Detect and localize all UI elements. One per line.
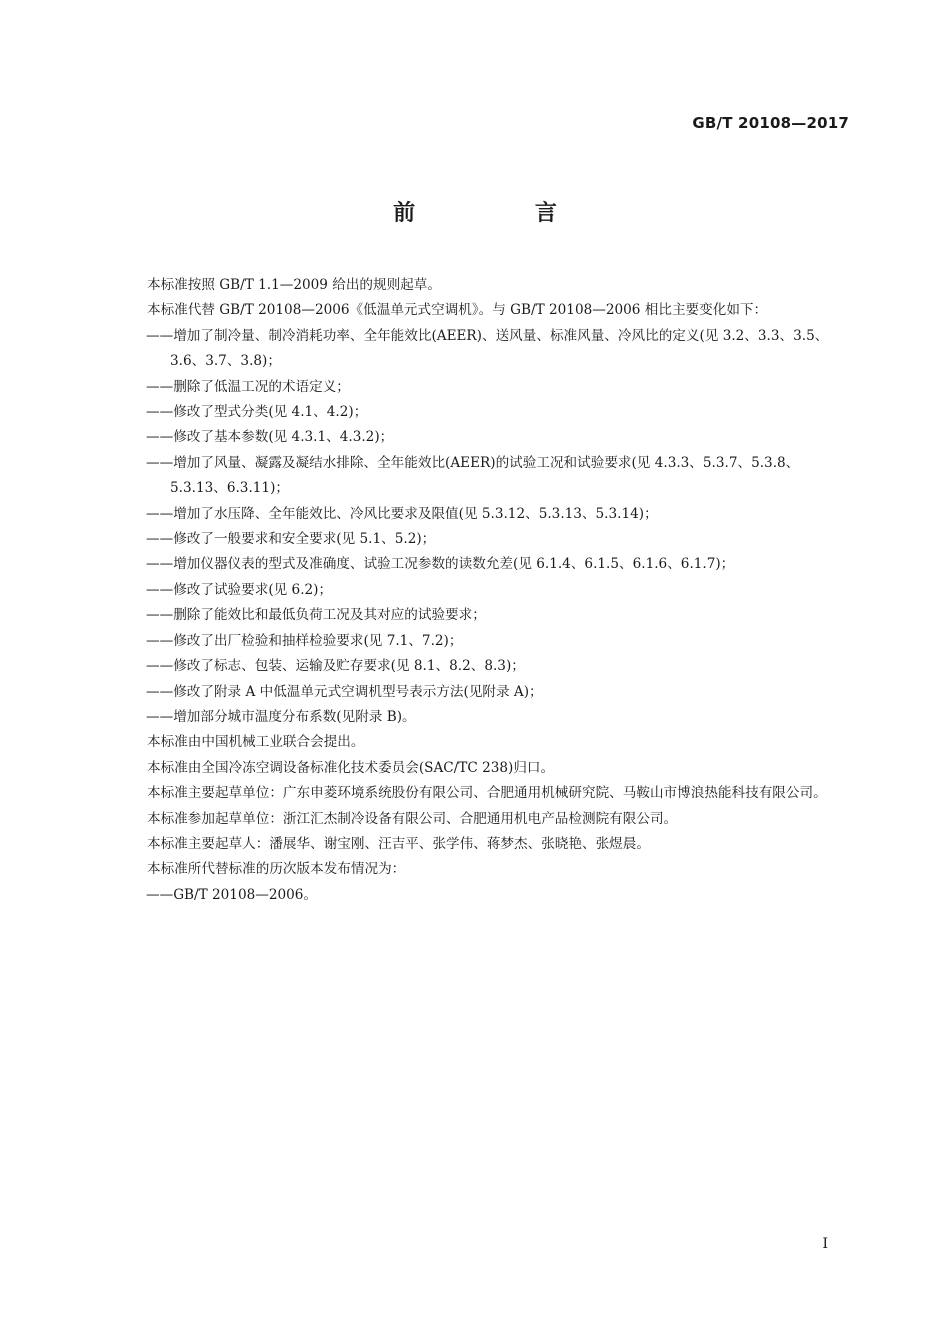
paragraph-participating-org: 本标准参加起草单位：浙江汇杰制冷设备有限公司、合肥通用机电产品检测院有限公司。: [147, 810, 678, 827]
change-item: ——修改了试验要求(见 6.2)；: [146, 581, 333, 598]
paragraph-committee: 本标准由全国冷冻空调设备标准化技术委员会(SAC/TC 238)归口。: [147, 759, 555, 776]
paragraph-history-intro: 本标准所代替标准的历次版本发布情况为：: [147, 861, 406, 878]
page-number: I: [822, 1236, 828, 1252]
change-item: ——修改了出厂检验和抽样检验要求(见 7.1、7.2)；: [146, 632, 463, 649]
history-item: ——GB/T 20108—2006。: [146, 886, 318, 903]
change-item: ——修改了一般要求和安全要求(见 5.1、5.2)；: [146, 531, 436, 548]
change-item: ——删除了低温工况的术语定义；: [146, 378, 350, 395]
change-item: ——增加了水压降、全年能效比、冷风比要求及限值(见 5.3.12、5.3.13、5.3.14)；: [146, 505, 658, 522]
standard-number: GB/T 20108—2017: [692, 114, 849, 132]
change-item: ——增加了制冷量、制冷消耗功率、全年能效比(AEER)、送风量、标准风量、冷风比的定义(见 3.2、3.3、3.5、3.6、3.7、3.8)；: [146, 327, 829, 370]
change-item: ——修改了附录 A 中低温单元式空调机型号表示方法(见附录 A)；: [146, 683, 543, 700]
change-item: ——增加了风量、凝露及凝结水排除、全年能效比(AEER)的试验工况和试验要求(见 4.3.3、5.3.7、5.3.8、5.3.13、6.3.11)；: [146, 454, 800, 497]
change-item: ——删除了能效比和最低负荷工况及其对应的试验要求；: [146, 607, 486, 624]
paragraph-proposer: 本标准由中国机械工业联合会提出。: [147, 734, 365, 751]
change-item: ——修改了标志、包装、运输及贮存要求(见 8.1、8.2、8.3)；: [146, 658, 525, 675]
foreword-body: [115, 273, 851, 908]
change-item: ——修改了型式分类(见 4.1、4.2)；: [146, 404, 368, 421]
change-item: ——增加部分城市温度分布系数(见附录 B)。: [146, 708, 416, 725]
paragraph-main-drafters: 本标准主要起草人：潘展华、谢宝刚、汪吉平、张学伟、蒋梦杰、张晓艳、张煜晨。: [147, 835, 650, 852]
paragraph-replaces: 本标准代替 GB/T 20108—2006《低温单元式空调机》。与 GB/T 20108—2006 相比主要变化如下：: [147, 302, 768, 319]
paragraph-drafting-rules: 本标准按照 GB/T 1.1—2009 给出的规则起草。: [147, 277, 441, 293]
paragraph-main-drafters-org: 本标准主要起草单位：广东申菱环境系统股份有限公司、合肥通用机械研究院、马鞍山市博浪热能科技有限公司。: [147, 785, 827, 802]
change-item: ——增加仪器仪表的型式及准确度、试验工况参数的读数允差(见 6.1.4、6.1.5、6.1.6、6.1.7)；: [146, 556, 735, 573]
change-item: ——修改了基本参数(见 4.3.1、4.3.2)；: [146, 429, 394, 446]
page-title: 前 言: [393, 201, 613, 226]
